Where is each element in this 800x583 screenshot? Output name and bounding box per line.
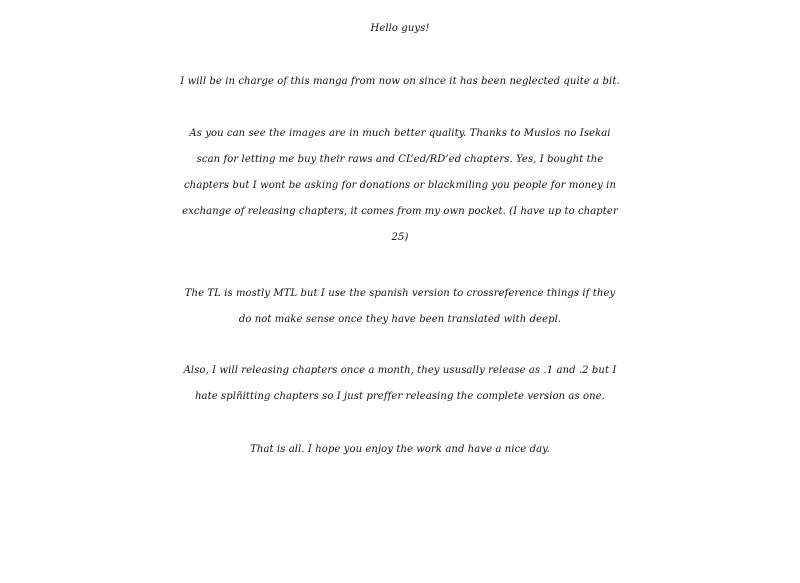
paragraph-2-line-2: scan for letting me buy their raws and CL’ed/RD’ed chapters. Yes, I bought the bbox=[196, 154, 604, 165]
paragraph-2-line-3: chapters but I wont be asking for donations or blackmiling you people for money in bbox=[183, 180, 616, 191]
paragraph-4 bbox=[0, 358, 800, 410]
closing-text: That is all. I hope you enjoy the work and have a nice day. bbox=[250, 444, 550, 455]
paragraph-2-line-1: As you can see the images are in much better quality. Thanks to Muslos no Isekai bbox=[189, 128, 611, 139]
paragraph-1 bbox=[0, 69, 800, 95]
paragraph-2-line-4: exchange of releasing chapters, it comes from my own pocket. (I have up to chapter bbox=[182, 206, 618, 217]
paragraph-4-line-2: hate splñitting chapters so I just preffer releasing the complete version as one. bbox=[195, 391, 605, 402]
paragraph-3-line-2: do not make sense once they have been translated with deepl. bbox=[238, 314, 562, 325]
paragraph-4-line-1: Also, I will releasing chapters once a month, they ususally release as .1 and .2 but I bbox=[183, 365, 617, 376]
paragraph-3 bbox=[0, 281, 800, 333]
paragraph-1-line-1: I will be in charge of this manga from now on since it has been neglected quite a bit. bbox=[180, 76, 620, 87]
paragraph-2-line-5: 25) bbox=[391, 232, 409, 243]
closing-line bbox=[0, 437, 800, 463]
paragraph-2 bbox=[0, 121, 800, 251]
paragraph-3-line-1: The TL is mostly MTL but I use the spanish version to crossreference things if they bbox=[184, 288, 616, 299]
greeting-line bbox=[0, 16, 800, 42]
greeting-text: Hello guys! bbox=[370, 23, 430, 34]
